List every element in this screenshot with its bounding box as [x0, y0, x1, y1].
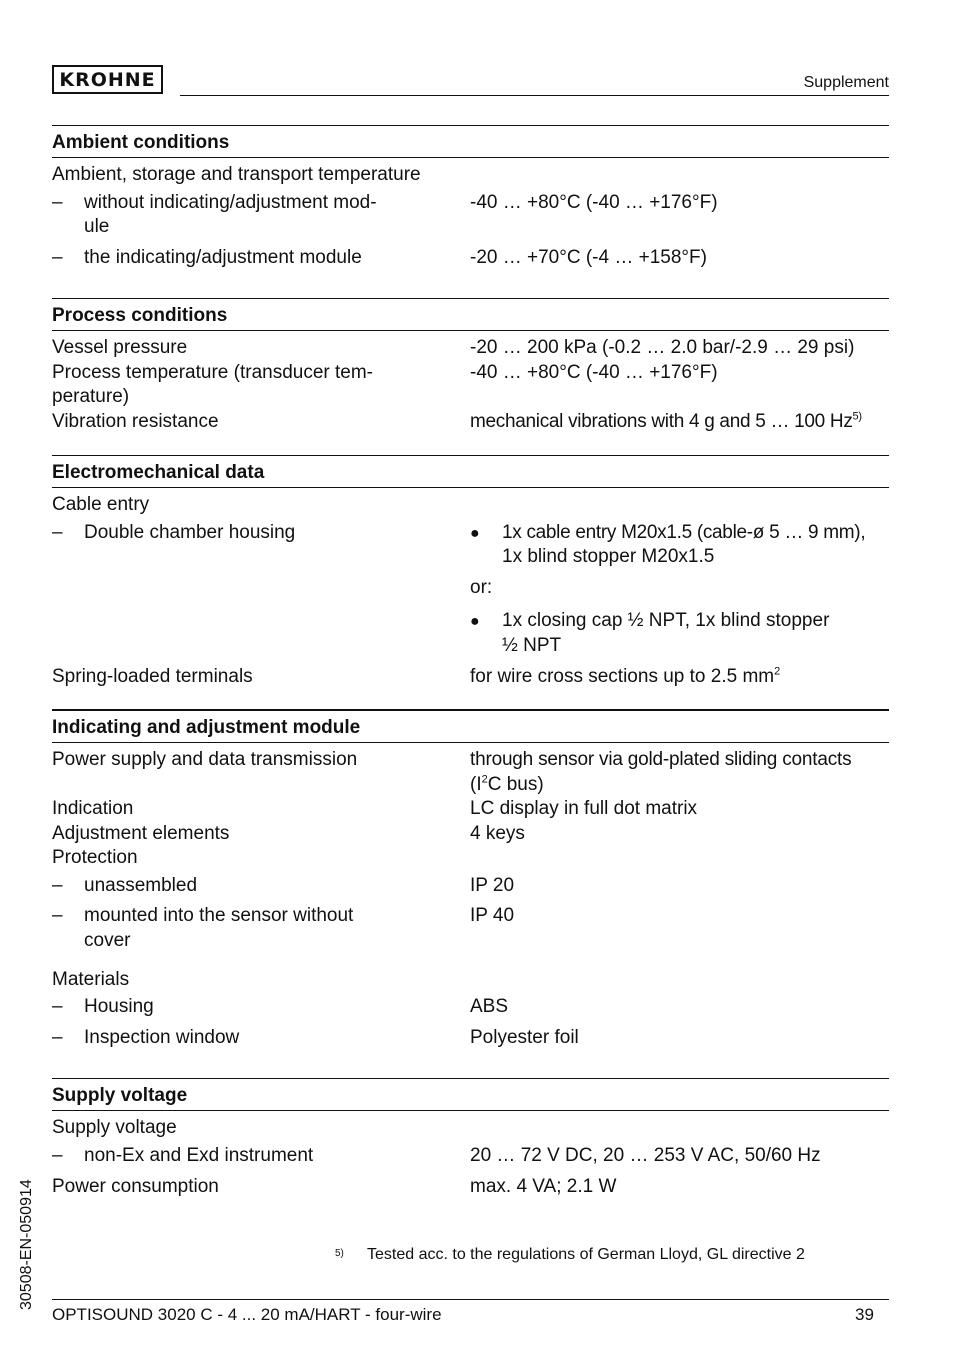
section-rule-top [52, 455, 889, 456]
ind-window-value: Polyester foil [470, 1027, 579, 1048]
krohne-logo [52, 65, 163, 94]
section-rule-bottom [52, 1110, 889, 1111]
ind-indication: Indication [52, 798, 134, 819]
header-section: Supplement [803, 74, 889, 91]
section-rule-bottom [52, 157, 889, 158]
process-temp-line2: perature) [52, 386, 130, 407]
dash: – [52, 522, 63, 543]
electro-or: or: [470, 577, 493, 598]
document-code-vertical: 30508-EN-050914 [18, 1179, 35, 1310]
process-vessel-value: -20 … 200 kPa (-0.2 … 2.0 bar/-2.9 … 29 psi) [470, 337, 855, 358]
electro-opt2-line1: 1x closing cap ½ NPT, 1x blind stopper [502, 610, 830, 631]
ambient-with: the indicating/adjustment module [84, 247, 362, 268]
section-title-electro: Electromechanical data [52, 462, 265, 483]
ind-mounted-value: IP 40 [470, 905, 515, 926]
superscript: 2 [774, 665, 781, 678]
footnote-mark: 5) [335, 1248, 344, 1259]
section-title-process: Process conditions [52, 305, 228, 326]
dash: – [52, 875, 63, 896]
process-vessel: Vessel pressure [52, 337, 188, 358]
header-rule [180, 95, 889, 96]
process-temp-value: -40 … +80°C (-40 … +176°F) [470, 362, 718, 383]
electro-cable: Cable entry [52, 494, 150, 515]
process-temp-line1: Process temperature (transducer tem- [52, 362, 374, 383]
section-rule-top [52, 125, 889, 126]
ind-adjust-value: 4 keys [470, 823, 525, 844]
ambient-without-line1: without indicating/adjustment mod- [84, 192, 377, 213]
ind-power-value-line1: through sensor via gold-plated sliding contacts [470, 749, 852, 770]
section-rule-bottom [52, 330, 889, 331]
supply-label: Supply voltage [52, 1117, 177, 1138]
text: (I [470, 774, 482, 795]
ind-unassembled-value: IP 20 [470, 875, 515, 896]
ambient-label: Ambient, storage and transport temperature [52, 164, 421, 185]
section-rule-bottom [52, 487, 889, 488]
section-rule-top [52, 1078, 889, 1079]
footnote-text: Tested acc. to the regulations of German Lloyd, GL directive 2 [367, 1246, 805, 1263]
electro-opt2-line2: ½ NPT [502, 635, 562, 656]
bullet-icon: ● [470, 613, 480, 630]
supply-nonex: non-Ex and Exd instrument [84, 1145, 314, 1166]
superscript: 2 [481, 773, 488, 786]
electro-spring: Spring-loaded terminals [52, 666, 253, 687]
ind-power: Power supply and data transmission [52, 749, 358, 770]
ind-protection: Protection [52, 847, 138, 868]
electro-double: Double chamber housing [84, 522, 296, 543]
ind-unassembled: unassembled [84, 875, 198, 896]
vibration-text: mechanical vibrations with 4 g and 5 … 100 Hz [470, 411, 853, 432]
bullet-icon: ● [470, 525, 480, 542]
text: C bus) [487, 774, 544, 795]
electro-opt1-line1: 1x cable entry M20x1.5 (cable-ø 5 … 9 mm), [502, 522, 866, 543]
ambient-without-line2: ule [84, 216, 110, 237]
dash: – [52, 905, 63, 926]
ind-mounted-line2: cover [84, 930, 131, 951]
ind-window: Inspection window [84, 1027, 240, 1048]
supply-consumption: Power consumption [52, 1176, 219, 1197]
process-vibration-value [470, 410, 862, 434]
logo-text: KROHNE [59, 68, 156, 91]
supply-nonex-value: 20 … 72 V DC, 20 … 253 V AC, 50/60 Hz [470, 1145, 821, 1166]
ind-adjust: Adjustment elements [52, 823, 230, 844]
section-rule-bottom [52, 742, 889, 743]
spring-text: for wire cross sections up to 2.5 mm [470, 666, 775, 687]
dash: – [52, 1027, 63, 1048]
ind-housing: Housing [84, 996, 154, 1017]
electro-opt1-line2: 1x blind stopper M20x1.5 [502, 546, 715, 567]
footnote-ref: 5) [852, 410, 862, 423]
ambient-with-value: -20 … +70°C (-4 … +158°F) [470, 247, 707, 268]
section-title-supply: Supply voltage [52, 1085, 188, 1106]
dash: – [52, 192, 63, 213]
dash: – [52, 996, 63, 1017]
footer-product: OPTISOUND 3020 C - 4 ... 20 mA/HART - four-wire [52, 1305, 442, 1324]
supply-consumption-value: max. 4 VA; 2.1 W [470, 1176, 617, 1197]
ind-materials: Materials [52, 969, 130, 990]
section-title-ambient: Ambient conditions [52, 132, 230, 153]
footer-rule [52, 1299, 889, 1300]
section-rule-top [52, 298, 889, 299]
process-vibration: Vibration resistance [52, 411, 219, 432]
ind-indication-value: LC display in full dot matrix [470, 798, 698, 819]
electro-spring-value [470, 665, 780, 689]
ind-power-value-line2 [470, 773, 544, 797]
dash: – [52, 247, 63, 268]
page-number: 39 [855, 1305, 874, 1324]
ind-housing-value: ABS [470, 996, 509, 1017]
ambient-without-value: -40 … +80°C (-40 … +176°F) [470, 192, 718, 213]
ind-mounted-line1: mounted into the sensor without [84, 905, 354, 926]
section-rule-top [52, 709, 889, 711]
section-title-indicating: Indicating and adjustment module [52, 717, 361, 738]
dash: – [52, 1145, 63, 1166]
